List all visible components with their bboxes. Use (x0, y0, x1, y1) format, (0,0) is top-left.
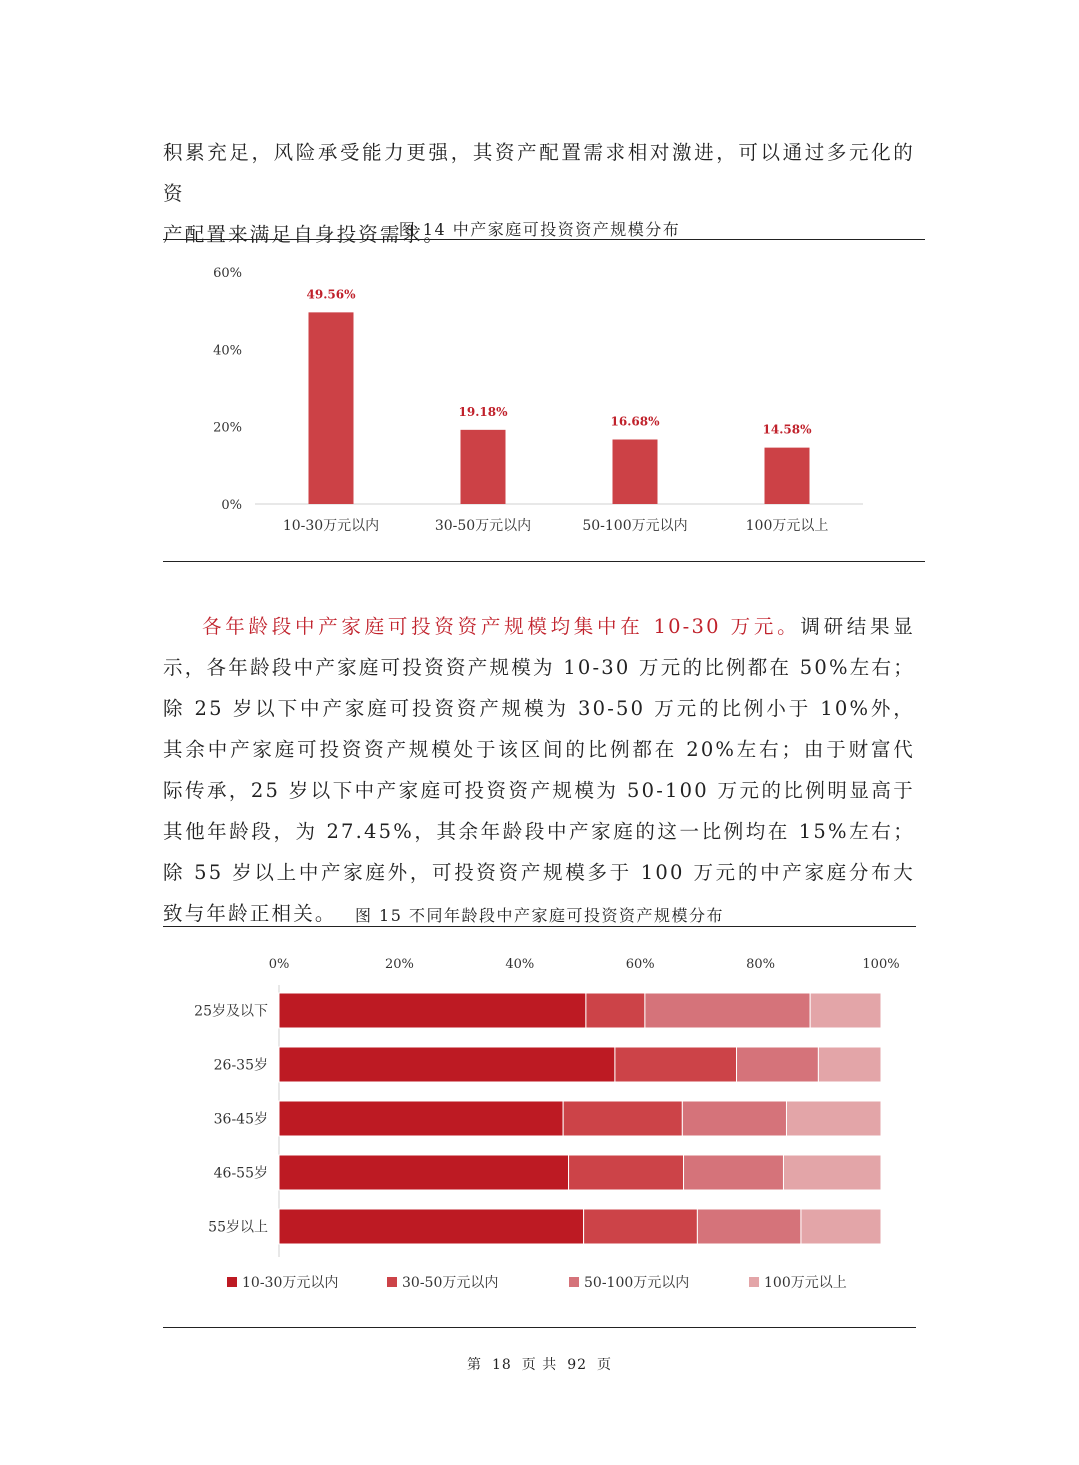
bar-segment (737, 1047, 819, 1082)
data-label: 19.18% (458, 404, 508, 419)
bar-segment (645, 993, 810, 1028)
x-tick-label: 20% (384, 957, 414, 972)
y-tick-label: 20% (213, 420, 242, 436)
bar-segment (279, 993, 586, 1028)
figure14-top-rule (163, 239, 925, 240)
y-tick-label: 40% (213, 343, 242, 359)
paragraph-top-line2: 产配置来满足自身投资需求。 (163, 223, 446, 246)
x-tick-label: 0% (268, 957, 290, 972)
bar-segment (682, 1101, 786, 1136)
figure15-caption: 图 15 不同年龄段中产家庭可投资资产规模分布 (354, 906, 725, 925)
bar-segment (279, 1101, 563, 1136)
figure14-caption: 图 14 中产家庭可投资资产规模分布 (398, 220, 681, 239)
x-tick-label: 100% (862, 957, 900, 972)
bar-segment (586, 993, 645, 1028)
legend-label: 30-50万元以内 (402, 1275, 499, 1291)
bar-segment (569, 1155, 684, 1190)
figure14-bottom-rule (163, 561, 925, 562)
bar-segment (563, 1101, 682, 1136)
bar-segment (279, 1047, 615, 1082)
y-tick-label: 55岁以上 (208, 1219, 268, 1236)
figure14-chart (163, 242, 925, 560)
bar (765, 448, 810, 504)
bar (309, 312, 354, 504)
bar-segment (801, 1209, 881, 1244)
paragraph-mid-text (163, 606, 915, 934)
x-tick-label: 80% (746, 957, 776, 972)
bar (461, 430, 506, 504)
paragraph-mid-body: 调研结果显示，各年龄段中产家庭可投资资产规模为 10-30 万元的比例都在 50%左右；除 25 岁以下中产家庭可投资资产规模为 30-50 万元的比例小于 10%外，其余中产家庭可投资资产规模处于该区间的比例都在 20%左右；由于财富代际传承，25 岁以下中产家庭可投资资产规模为 50-100 万元的比例明显高于其他年龄段，为 27.45%，其余年龄段中产家庭的这一比例均在 15%左右；除 55 岁以上中产家庭外，可投资资产规模多于 100 万元的中产家庭分布大致与年龄正相关。 (163, 615, 915, 925)
bar-segment (697, 1209, 801, 1244)
data-label: 16.68% (610, 414, 660, 429)
footer-page-number: 18 (491, 1357, 512, 1373)
legend-label: 10-30万元以内 (242, 1275, 339, 1291)
y-tick-label: 0% (221, 498, 242, 513)
figure15-chart (163, 929, 916, 1319)
bar-segment (279, 1155, 569, 1190)
footer-prefix: 第 (466, 1357, 482, 1373)
legend-swatch (569, 1277, 579, 1287)
legend-label: 50-100万元以内 (584, 1275, 690, 1291)
legend-swatch (387, 1277, 397, 1287)
legend-label: 100万元以上 (764, 1275, 847, 1291)
x-tick-label: 50-100万元以内 (582, 518, 688, 534)
bar-segment (810, 993, 881, 1028)
footer-total-pages: 92 (567, 1357, 588, 1373)
bar-segment (615, 1047, 737, 1082)
bar-segment (818, 1047, 881, 1082)
page-footer (0, 1354, 1079, 1374)
x-tick-label: 100万元以上 (745, 518, 829, 534)
bar-segment (684, 1155, 784, 1190)
figure15-bottom-rule (163, 1327, 916, 1328)
data-label: 49.56% (306, 287, 356, 302)
bar (613, 440, 658, 504)
footer-mid: 页 共 (521, 1357, 558, 1373)
x-tick-label: 40% (505, 957, 535, 972)
y-tick-label: 60% (213, 266, 242, 281)
y-tick-label: 25岁及以下 (194, 1003, 268, 1020)
y-tick-label: 36-45岁 (213, 1111, 268, 1128)
x-tick-label: 30-50万元以内 (434, 518, 532, 534)
paragraph-mid-highlight: 各年龄段中产家庭可投资资产规模均集中在 10-30 万元。 (202, 615, 801, 638)
bar-segment (584, 1209, 698, 1244)
data-label: 14.58% (762, 422, 812, 437)
paragraph-top-line1: 积累充足，风险承受能力更强，其资产配置需求相对激进，可以通过多元化的资 (163, 141, 915, 205)
bar-segment (783, 1155, 881, 1190)
figure15-top-rule (163, 926, 916, 927)
footer-suffix: 页 (597, 1357, 613, 1373)
paragraph-mid (163, 606, 915, 934)
x-tick-label: 60% (625, 957, 655, 972)
legend-swatch (749, 1277, 759, 1287)
legend-swatch (227, 1277, 237, 1287)
bar-segment (279, 1209, 584, 1244)
y-tick-label: 26-35岁 (213, 1057, 268, 1074)
bar-segment (786, 1101, 881, 1136)
y-tick-label: 46-55岁 (213, 1165, 268, 1182)
x-tick-label: 10-30万元以内 (282, 518, 380, 534)
